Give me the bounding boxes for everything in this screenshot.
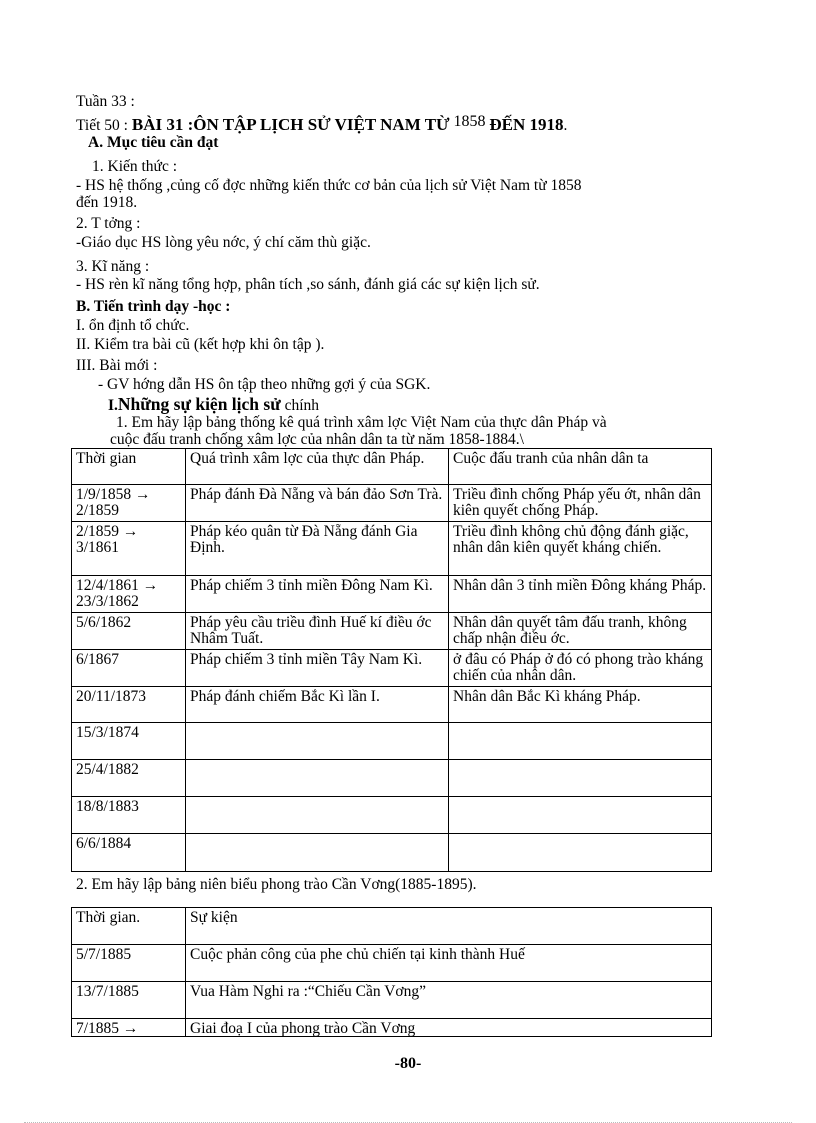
row-invasion: Pháp đánh Đà Nẵng và bán đảo Sơn Trà. [186,485,449,522]
lesson-title-end: ĐẾN 1918 [489,115,564,134]
row-time: 20/11/1873 [72,687,186,723]
knowledge-line-1: - HS hệ thống ,củng cố đợc những kiến thức cơ bản của lịch sử Việt Nam từ 1858 [76,177,582,194]
row-time: 1/9/1858 → 2/1859 [72,485,186,522]
table-row [72,687,712,723]
row-resistance [449,760,712,797]
section-a-title: A. Mục tiêu cần đạt [88,134,219,151]
invasion-table [71,448,712,872]
can-vuong-table [71,907,712,1037]
question-1-line-2: cuộc đấu tranh chống xâm lợc của nhân dân ta từ năm 1858-1884.\ [110,431,524,448]
step-two: II. Kiểm tra bài cũ (kết hợp khi ôn tập ). [76,336,325,353]
page-number: -80- [394,1055,422,1072]
table-row [72,522,712,576]
header-resistance: Cuộc đấu tranh của nhân dân ta [449,449,712,485]
row-time: 12/4/1861 → 23/3/1862 [72,576,186,613]
lesson-heading [76,113,568,135]
row-invasion [186,760,449,797]
row-time: 25/4/1882 [72,760,186,797]
part-one-tail: chính [284,397,320,414]
part-one-title: Những sự kiện lịch sử [117,394,281,414]
row-resistance: Nhân dân quyết tâm đấu tranh, không chấp nhận điều ớc. [449,613,712,650]
row-resistance: Nhân dân Bắc Kì kháng Pháp. [449,687,712,723]
table-row [72,576,712,613]
row-event: Vua Hàm Nghi ra :“Chiếu Cần Vơng” [186,982,712,1019]
guide-line: - GV hớng dẫn HS ôn tập theo những gợi ý của SGK. [98,376,431,393]
row-invasion [186,723,449,760]
row-time: 13/7/1885 [72,982,186,1019]
table-row [72,834,712,872]
attitude-title: 2. T tởng : [76,215,141,232]
can-vuong-table-header [72,908,712,945]
lesson-year-start: 1858 [453,113,486,130]
lesson-prefix: Tiết 50 : [76,117,128,134]
invasion-table-header [72,449,712,485]
row-resistance [449,723,712,760]
row-invasion: Pháp đánh chiếm Bắc Kì lần I. [186,687,449,723]
row-time: 7/1885 → [72,1019,186,1037]
row-time: 5/7/1885 [72,945,186,982]
row-resistance [449,797,712,834]
question-2: 2. Em hãy lập bảng niên biểu phong trào Cần Vơng(1885-1895). [76,876,477,893]
table-row [72,982,712,1019]
row-time: 6/1867 [72,650,186,687]
row-resistance: Triều đình không chủ động đánh giặc, nhân dân kiên quyết kháng chiến. [449,522,712,576]
row-invasion: Pháp chiếm 3 tỉnh miền Đông Nam Kì. [186,576,449,613]
skills-title: 3. Kĩ năng : [76,258,150,275]
row-time: 5/6/1862 [72,613,186,650]
row-resistance: Nhân dân 3 tỉnh miền Đông kháng Pháp. [449,576,712,613]
week-label: Tuần 33 : [76,93,135,110]
row-time: 15/3/1874 [72,723,186,760]
header-event: Sự kiện [186,908,712,945]
row-invasion: Pháp chiếm 3 tỉnh miền Tây Nam Kì. [186,650,449,687]
knowledge-line-2: đến 1918. [76,194,138,211]
row-invasion: Pháp kéo quân từ Đà Nẵng đánh Gia Định. [186,522,449,576]
part-one-heading [108,395,319,415]
table-row [72,760,712,797]
row-resistance: Triều đình chống Pháp yếu ớt, nhân dân kiên quyết chống Pháp. [449,485,712,522]
lesson-title: BÀI 31 :ÔN TẬP LỊCH SỬ VIỆT NAM TỪ [131,115,450,134]
table-row [72,613,712,650]
row-event: Giai đoạ I của phong trào Cần Vơng [186,1019,712,1037]
knowledge-title: 1. Kiến thức : [92,158,178,175]
table-row [72,723,712,760]
row-event: Cuộc phản công của phe chủ chiến tại kinh thành Huế [186,945,712,982]
table-row [72,945,712,982]
row-time: 18/8/1883 [72,797,186,834]
table-row [72,485,712,522]
table-row [72,650,712,687]
step-one: I. ổn định tổ chức. [76,317,190,334]
row-invasion: Pháp yêu cầu triều đình Huế kí điều ớc Nhâm Tuất. [186,613,449,650]
attitude-line: -Giáo dục HS lòng yêu nớc, ý chí căm thù giặc. [76,234,371,251]
row-resistance [449,834,712,872]
row-invasion [186,834,449,872]
section-b-title: B. Tiến trình dạy -học : [76,298,231,315]
row-time: 2/1859 → 3/1861 [72,522,186,576]
table-row [72,797,712,834]
step-three: III. Bài mới : [76,357,158,374]
skills-line: - HS rèn kĩ năng tổng hợp, phân tích ,so sánh, đánh giá các sự kiện lịch sử. [76,276,540,293]
row-time: 6/6/1884 [72,834,186,872]
header-time: Thời gian. [72,908,186,945]
row-invasion [186,797,449,834]
lesson-period: . [563,117,568,134]
header-time: Thời gian [72,449,186,485]
part-one-number: I. [108,397,118,414]
header-invasion: Quá trình xâm lợc của thực dân Pháp. [186,449,449,485]
question-1-line-1: 1. Em hãy lập bảng thống kê quá trình xâm lợc Việt Nam của thực dân Pháp và [116,414,607,431]
row-resistance: ở đâu có Pháp ở đó có phong trào kháng chiến của nhân dân. [449,650,712,687]
table-row [72,1019,712,1037]
